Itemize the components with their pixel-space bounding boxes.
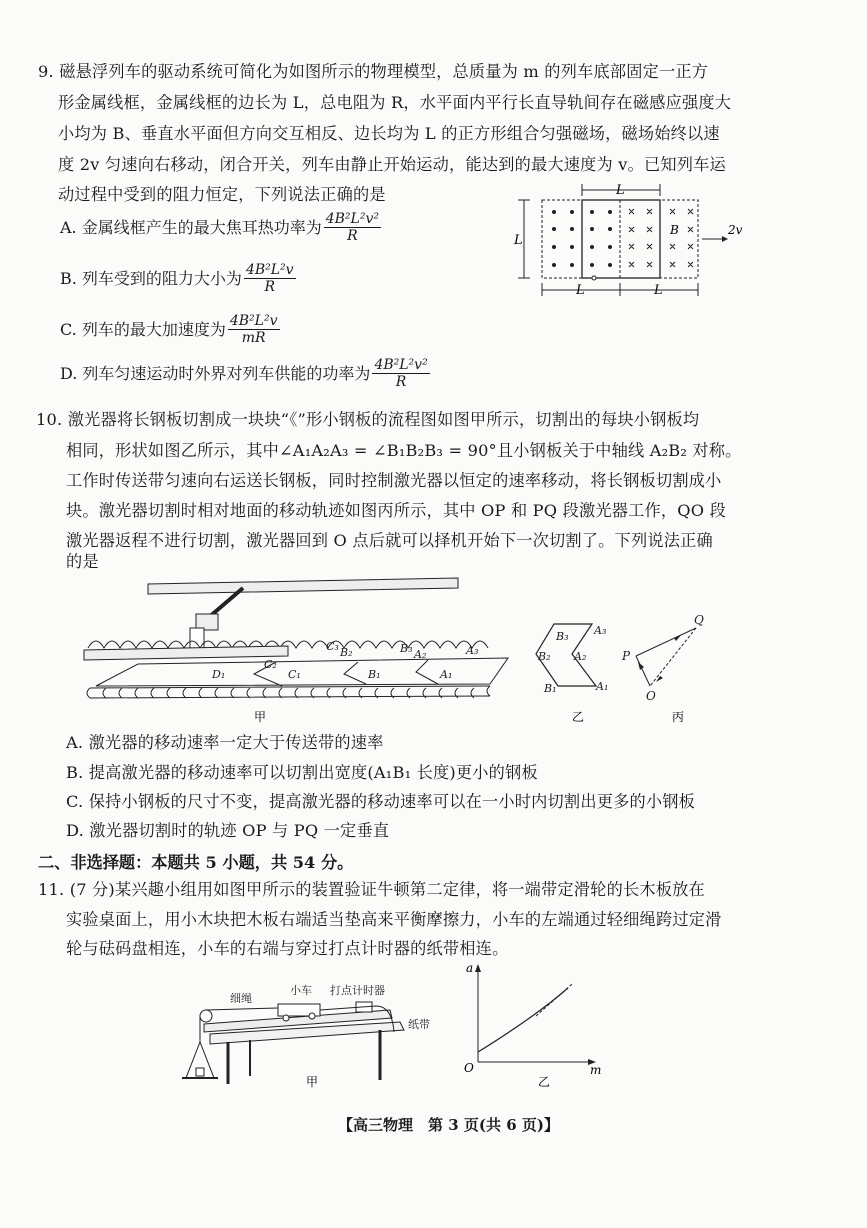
- q10-option-a: A. 激光器的移动速率一定大于传送带的速率: [66, 733, 384, 752]
- q10-yi-label-b2: B₂: [538, 650, 551, 663]
- q10-caption-bing: 丙: [672, 710, 685, 724]
- q10-line-5: 激光器返程不进行切割，激光器回到 O 点后就可以择机开始下一次切割了。下列说法正确: [66, 531, 713, 550]
- q9-option-d: [60, 357, 430, 390]
- q9-option-c: [60, 313, 280, 346]
- q9-label-top-l: L: [616, 183, 625, 198]
- q10-label-c3: C₃: [326, 640, 339, 653]
- q9-figure: [512, 178, 752, 303]
- q9-line-3: 小均为 B、垂直水平面但方向交互相反、边长均为 L 的正方形组合匀强磁场，磁场始终以速: [58, 124, 720, 143]
- q10-label-c1: C₁: [288, 668, 301, 681]
- q10-label-b2: B₂: [340, 646, 353, 659]
- q10-arrow-pq-icon: [674, 634, 682, 641]
- q9-option-b-fraction: [244, 262, 296, 295]
- q11-line-2: 实验桌面上，用小木块把木板右端适当垫高来平衡摩擦力，小车的左端通过轻细绳跨过定滑: [66, 910, 722, 929]
- q11-label-m: m: [590, 1063, 602, 1077]
- q10-option-b: B. 提高激光器的移动速率可以切割出宽度(A₁B₁ 长度)更小的钢板: [66, 763, 538, 782]
- q10-yi-label-a2: A₂: [574, 650, 587, 663]
- q9-option-a-text: A. 金属线框产生的最大焦耳热功率为: [60, 217, 322, 237]
- q9-option-d-num: 4B²L²v²: [374, 357, 428, 373]
- q10-label-c2: C₂: [264, 658, 277, 671]
- q10-yi-label-b3: B₃: [556, 630, 569, 643]
- q10-line-4: 块。激光器切割时相对地面的移动轨迹如图丙所示，其中 OP 和 PQ 段激光器工作，QO 段: [66, 501, 726, 520]
- q10-figure-yi: [526, 618, 626, 726]
- q11-label-timer: 打点计时器: [330, 984, 385, 997]
- q9-option-c-num: 4B²L²v: [229, 313, 278, 329]
- q9-label-b: B: [670, 223, 679, 237]
- q9-field-crosses: [629, 209, 693, 267]
- q9-option-a-den: R: [347, 228, 358, 244]
- q10-label-a2: A₂: [414, 648, 427, 661]
- section-2-heading: 二、非选择题：本题共 5 小题，共 54 分。: [38, 853, 354, 872]
- q9-option-c-text: C. 列车的最大加速度为: [60, 319, 226, 339]
- q10-line-6: 的是: [66, 552, 99, 571]
- q11-figure-jia: [180, 972, 450, 1094]
- q10-label-b1: B₁: [368, 668, 381, 681]
- q11-label-tape: 纸带: [408, 1018, 430, 1031]
- q9-option-c-den: mR: [241, 330, 266, 346]
- q9-line-2: 形金属线框，金属线框的边长为 L，总电阻为 R，水平面内平行长直导轨间存在磁感应强度大: [58, 93, 732, 112]
- q11-label-cart: 小车: [290, 984, 312, 997]
- q10-arrow-op-icon: [638, 662, 644, 670]
- q9-option-c-fraction: [228, 313, 280, 346]
- q11-figure-yi: [456, 958, 616, 1090]
- q10-figure-jia: [78, 574, 518, 726]
- q11-label-o: O: [464, 1061, 474, 1075]
- q9-option-a: [60, 211, 381, 244]
- q9-line-4: 度 2v 匀速向右移动，闭合开关，列车由静止开始运动，能达到的最大速度为 v。已知列车运: [58, 155, 726, 174]
- q11-caption-jia: 甲: [306, 1075, 319, 1089]
- q10-caption-yi: 乙: [572, 710, 585, 724]
- q10-label-a1: A₁: [440, 668, 453, 681]
- q11-caption-yi: 乙: [538, 1075, 551, 1089]
- q10-label-a3: A₃: [466, 644, 479, 657]
- q11-pulley-icon: [200, 1010, 212, 1022]
- q11-label-a: a: [466, 961, 474, 975]
- q10-bing-label-o: O: [646, 689, 656, 703]
- q9-label-bottom-l1: L: [576, 283, 585, 298]
- q9-option-b: [60, 262, 296, 295]
- q10-label-b3: B₃: [400, 642, 413, 655]
- q9-option-d-text: D. 列车匀速运动时外界对列车供能的功率为: [60, 363, 371, 383]
- q9-option-b-text: B. 列车受到的阻力大小为: [60, 268, 242, 288]
- q11-curve: [478, 988, 568, 1052]
- q9-option-d-den: R: [395, 374, 407, 390]
- q10-option-c: C. 保持小钢板的尺寸不变，提高激光器的移动速率可以在一小时内切割出更多的小钢板: [66, 792, 696, 811]
- q9-option-d-fraction: [372, 357, 429, 390]
- q11-y-axis-arrow-icon: [475, 964, 481, 972]
- q10-bing-label-q: Q: [694, 613, 704, 627]
- q10-label-d1: D₁: [212, 668, 226, 681]
- q11-line-3: 轮与砝码盘相连，小车的右端与穿过打点计时器的纸带相连。: [66, 939, 509, 958]
- q10-yi-label-a1: A₁: [596, 680, 609, 693]
- q11-label-rope: 细绳: [230, 992, 252, 1005]
- q9-line-5: 动过程中受到的阻力恒定，下列说法正确的是: [58, 185, 386, 204]
- q10-bing-label-p: P: [622, 649, 631, 663]
- q10-option-d: D. 激光器切割时的轨迹 OP 与 PQ 一定垂直: [66, 821, 390, 840]
- q9-option-b-den: R: [264, 279, 276, 295]
- q9-label-left-l: L: [514, 233, 523, 248]
- q11-line-1: 11. (7 分)某兴趣小组用如图甲所示的装置验证牛顿第二定律，将一端带定滑轮的长木板放在: [38, 880, 705, 899]
- q10-figure-bing: [616, 612, 726, 726]
- page-footer: 【高三物理 第 3 页(共 6 页)】: [338, 1116, 559, 1134]
- q10-yi-label-a3: A₃: [594, 624, 607, 637]
- q9-label-bottom-l2: L: [654, 283, 663, 298]
- q10-yi-label-b1: B₁: [544, 682, 557, 695]
- q10-caption-jia: 甲: [254, 710, 267, 724]
- q10-line-1: 10. 激光器将长钢板切割成一块块“《”形小钢板的流程图如图甲所示，切割出的每块小钢板均: [36, 410, 700, 429]
- q10-line-3: 工作时传送带匀速向右运送长钢板，同时控制激光器以恒定的速率移动，将长钢板切割成小: [66, 471, 722, 490]
- q10-line-2: 相同，形状如图乙所示，其中∠A₁A₂A₃ = ∠B₁B₂B₃ = 90°且小钢板关于中轴线 A₂B₂ 对称。: [66, 441, 742, 460]
- q9-option-a-num: 4B²L²v²: [325, 211, 379, 227]
- q9-label-2v: 2v: [728, 223, 743, 237]
- q9-option-a-fraction: [324, 211, 381, 244]
- q9-line-1: 9. 磁悬浮列车的驱动系统可简化为如图所示的物理模型，总质量为 m 的列车底部固定一正方: [38, 62, 709, 81]
- q9-switch-icon: [592, 276, 596, 280]
- q11-weight-icon: [196, 1068, 204, 1076]
- q9-option-b-num: 4B²L²v: [245, 262, 294, 278]
